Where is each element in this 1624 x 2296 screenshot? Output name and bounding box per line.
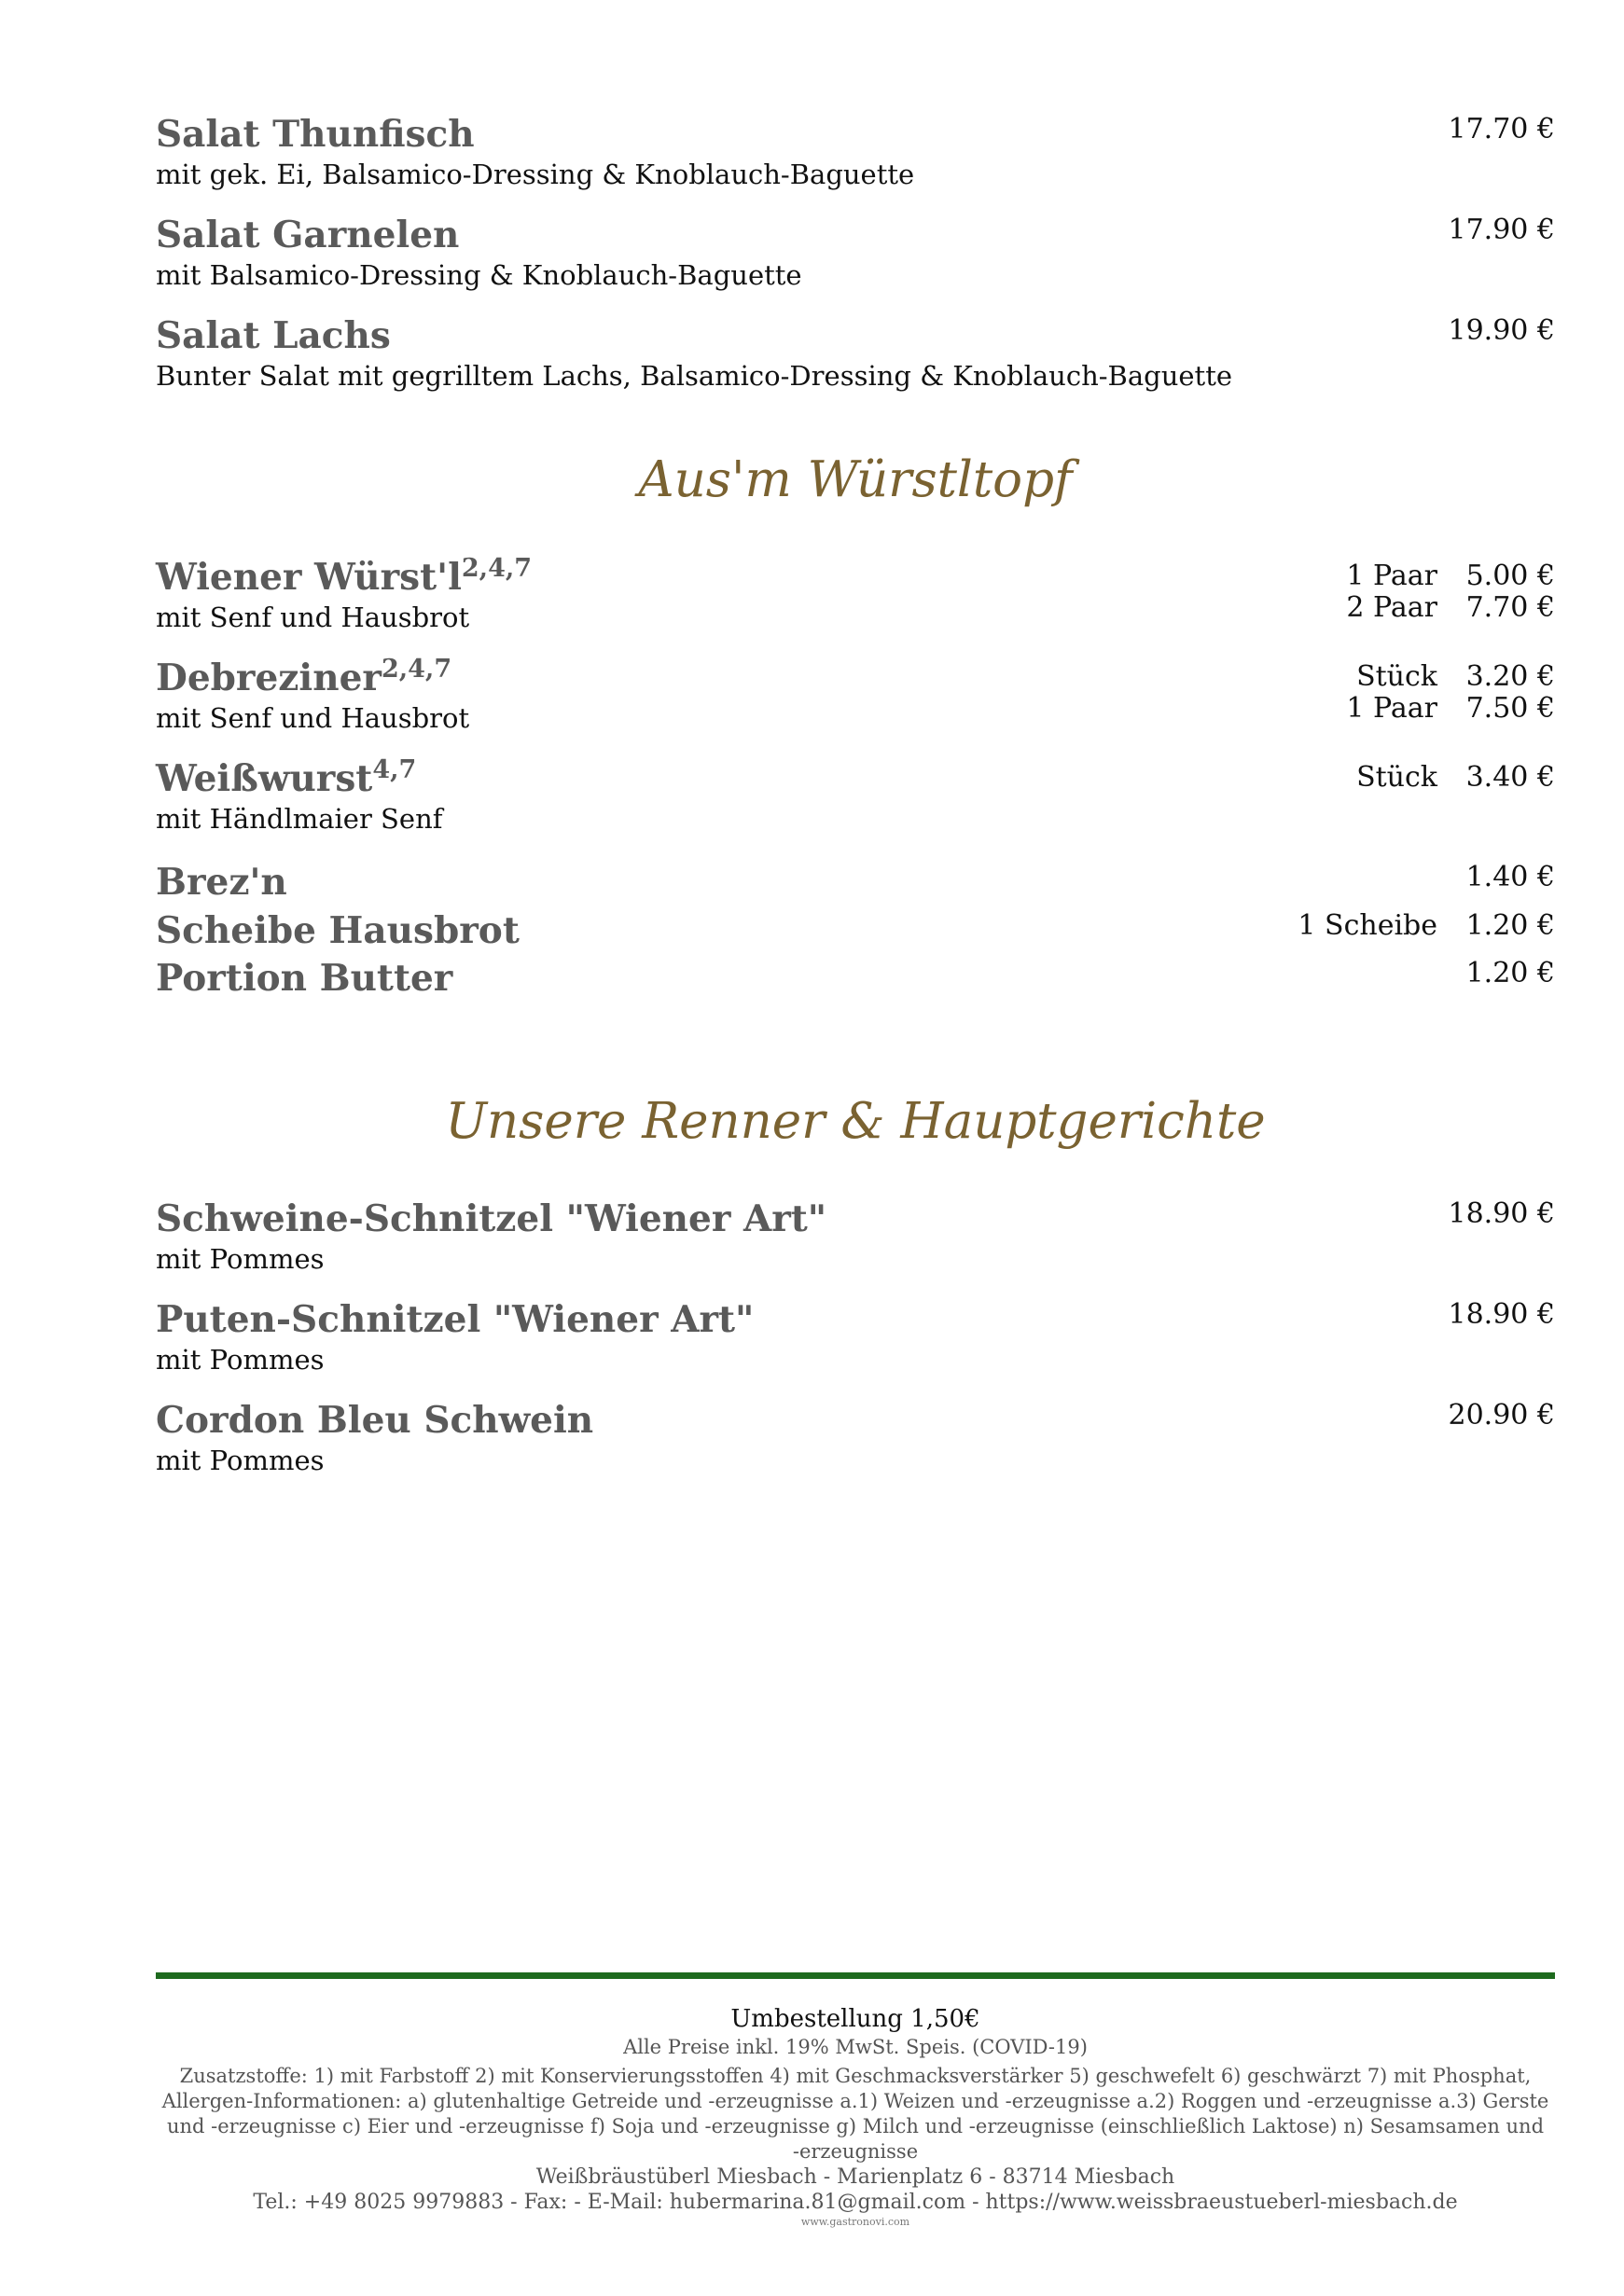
item-name: Debreziner$^{2,4,7}$	[156, 655, 452, 699]
menu-item-scheibe-hausbrot	[156, 906, 1555, 955]
footer-divider	[156, 1972, 1555, 1979]
menu-item-weisswurst	[156, 756, 1555, 837]
order-fee: Umbestellung 1,50€	[730, 2005, 980, 2033]
item-description: mit Pommes	[156, 1445, 325, 1476]
item-description: mit Balsamico-Dressing & Knoblauch-Baguette	[156, 259, 802, 291]
menu-item-portion-butter	[156, 954, 1555, 1003]
menu-item-debreziner	[156, 656, 1555, 736]
allergen-superscript: 2,4,7	[461, 554, 533, 583]
item-name: Cordon Bleu Schwein	[156, 1399, 594, 1442]
item-price: 5.00 €	[1465, 560, 1555, 592]
menu-item-salat-garnelen	[156, 213, 1555, 293]
menu-item-brezn	[156, 858, 1555, 906]
item-name: Weißwurst$^{4,7}$	[156, 755, 417, 800]
item-price: 7.70 €	[1465, 591, 1555, 624]
allergens-note-line2: und -erzeugnisse c) Eier und -erzeugnisse f) Soja und -erzeugnisse g) Milch und -erzeugnisse (einschließlich Laktose) n) Sesamsamen und	[166, 2115, 1545, 2137]
item-name: Salat Lachs	[156, 314, 391, 357]
section-title-hauptgerichte: Unsere Renner & Hauptgerichte	[445, 1093, 1266, 1150]
item-name: Schweine-Schnitzel "Wiener Art"	[156, 1197, 827, 1240]
allergen-superscript: 4,7	[372, 755, 417, 784]
price-unit: 1 Paar	[1346, 692, 1437, 725]
item-price: 3.40 €	[1465, 761, 1555, 794]
item-description: mit Händlmaier Senf	[156, 803, 443, 835]
item-price: 17.90 €	[1448, 214, 1555, 246]
menu-item-puten-schnitzel	[156, 1297, 1555, 1377]
menu-item-schweine-schnitzel	[156, 1196, 1555, 1277]
allergen-superscript: 2,4,7	[381, 655, 452, 684]
price-unit: Stück	[1356, 761, 1437, 794]
item-price: 18.90 €	[1448, 1197, 1555, 1230]
item-description: mit Senf und Hausbrot	[156, 702, 470, 734]
item-description: mit Pommes	[156, 1344, 325, 1376]
item-price: 17.70 €	[1448, 113, 1555, 145]
item-price: 1.40 €	[1465, 861, 1555, 893]
item-description: mit Senf und Hausbrot	[156, 602, 470, 633]
allergens-note-line1: Allergen-Informationen: a) glutenhaltige Getreide und -erzeugnisse a.1) Weizen und -erzeugnisse a.2) Roggen und -erzeugnisse a.3) Gerste	[161, 2090, 1549, 2112]
item-description: mit Pommes	[156, 1243, 325, 1275]
credit-link[interactable]: www.gastronovi.com	[800, 2216, 910, 2228]
vat-note: Alle Preise inkl. 19% MwSt. Speis. (COVID-19)	[623, 2036, 1088, 2058]
item-description: Bunter Salat mit gegrilltem Lachs, Balsamico-Dressing & Knoblauch-Baguette	[156, 360, 1233, 392]
price-unit: Stück	[1356, 660, 1437, 693]
price-unit: 1 Scheibe	[1298, 909, 1437, 942]
menu-page	[156, 0, 1555, 2296]
item-price: 1.20 €	[1465, 957, 1555, 989]
item-name: Salat Garnelen	[156, 214, 460, 256]
allergens-note-line3: -erzeugnisse	[792, 2140, 919, 2163]
section-title-wuerstltopf: Aus'm Würstltopf	[638, 451, 1073, 508]
item-name: Brez'n	[156, 861, 287, 904]
menu-item-wiener-wuerstl	[156, 555, 1555, 635]
additives-note: Zusatzstoffe: 1) mit Farbstoff 2) mit Konservierungsstoffen 4) mit Geschmacksverstärker 5) geschwefelt 6) geschwärzt 7) mit Phosphat,	[179, 2065, 1532, 2087]
item-price: 1.20 €	[1465, 909, 1555, 942]
menu-item-salat-lachs	[156, 313, 1555, 394]
item-price: 19.90 €	[1448, 314, 1555, 347]
item-price: 7.50 €	[1465, 692, 1555, 725]
item-description: mit gek. Ei, Balsamico-Dressing & Knoblauch-Baguette	[156, 159, 915, 190]
item-name: Scheibe Hausbrot	[156, 909, 520, 952]
contact-line: Tel.: +49 8025 9979883 - Fax: - E-Mail: hubermarina.81@gmail.com - https://www.weissbraeustueberl-miesbach.de	[253, 2191, 1458, 2214]
item-name: Wiener $Würst'l^{2,4,7}$	[156, 554, 533, 599]
price-unit: 1 Paar	[1346, 560, 1437, 592]
item-price: 20.90 €	[1448, 1399, 1555, 1432]
item-name: Puten-Schnitzel "Wiener Art"	[156, 1298, 755, 1341]
item-name: Portion Butter	[156, 957, 453, 1000]
item-name: Salat Thunfisch	[156, 113, 475, 156]
menu-item-salat-thunfisch	[156, 112, 1555, 192]
restaurant-address: Weißbräustüberl Miesbach - Marienplatz 6 - 83714 Miesbach	[535, 2165, 1175, 2189]
item-price: 18.90 €	[1448, 1298, 1555, 1331]
footer	[156, 2003, 1555, 2230]
price-unit: 2 Paar	[1346, 591, 1437, 624]
menu-item-cordon-bleu	[156, 1398, 1555, 1478]
item-price: 3.20 €	[1465, 660, 1555, 693]
